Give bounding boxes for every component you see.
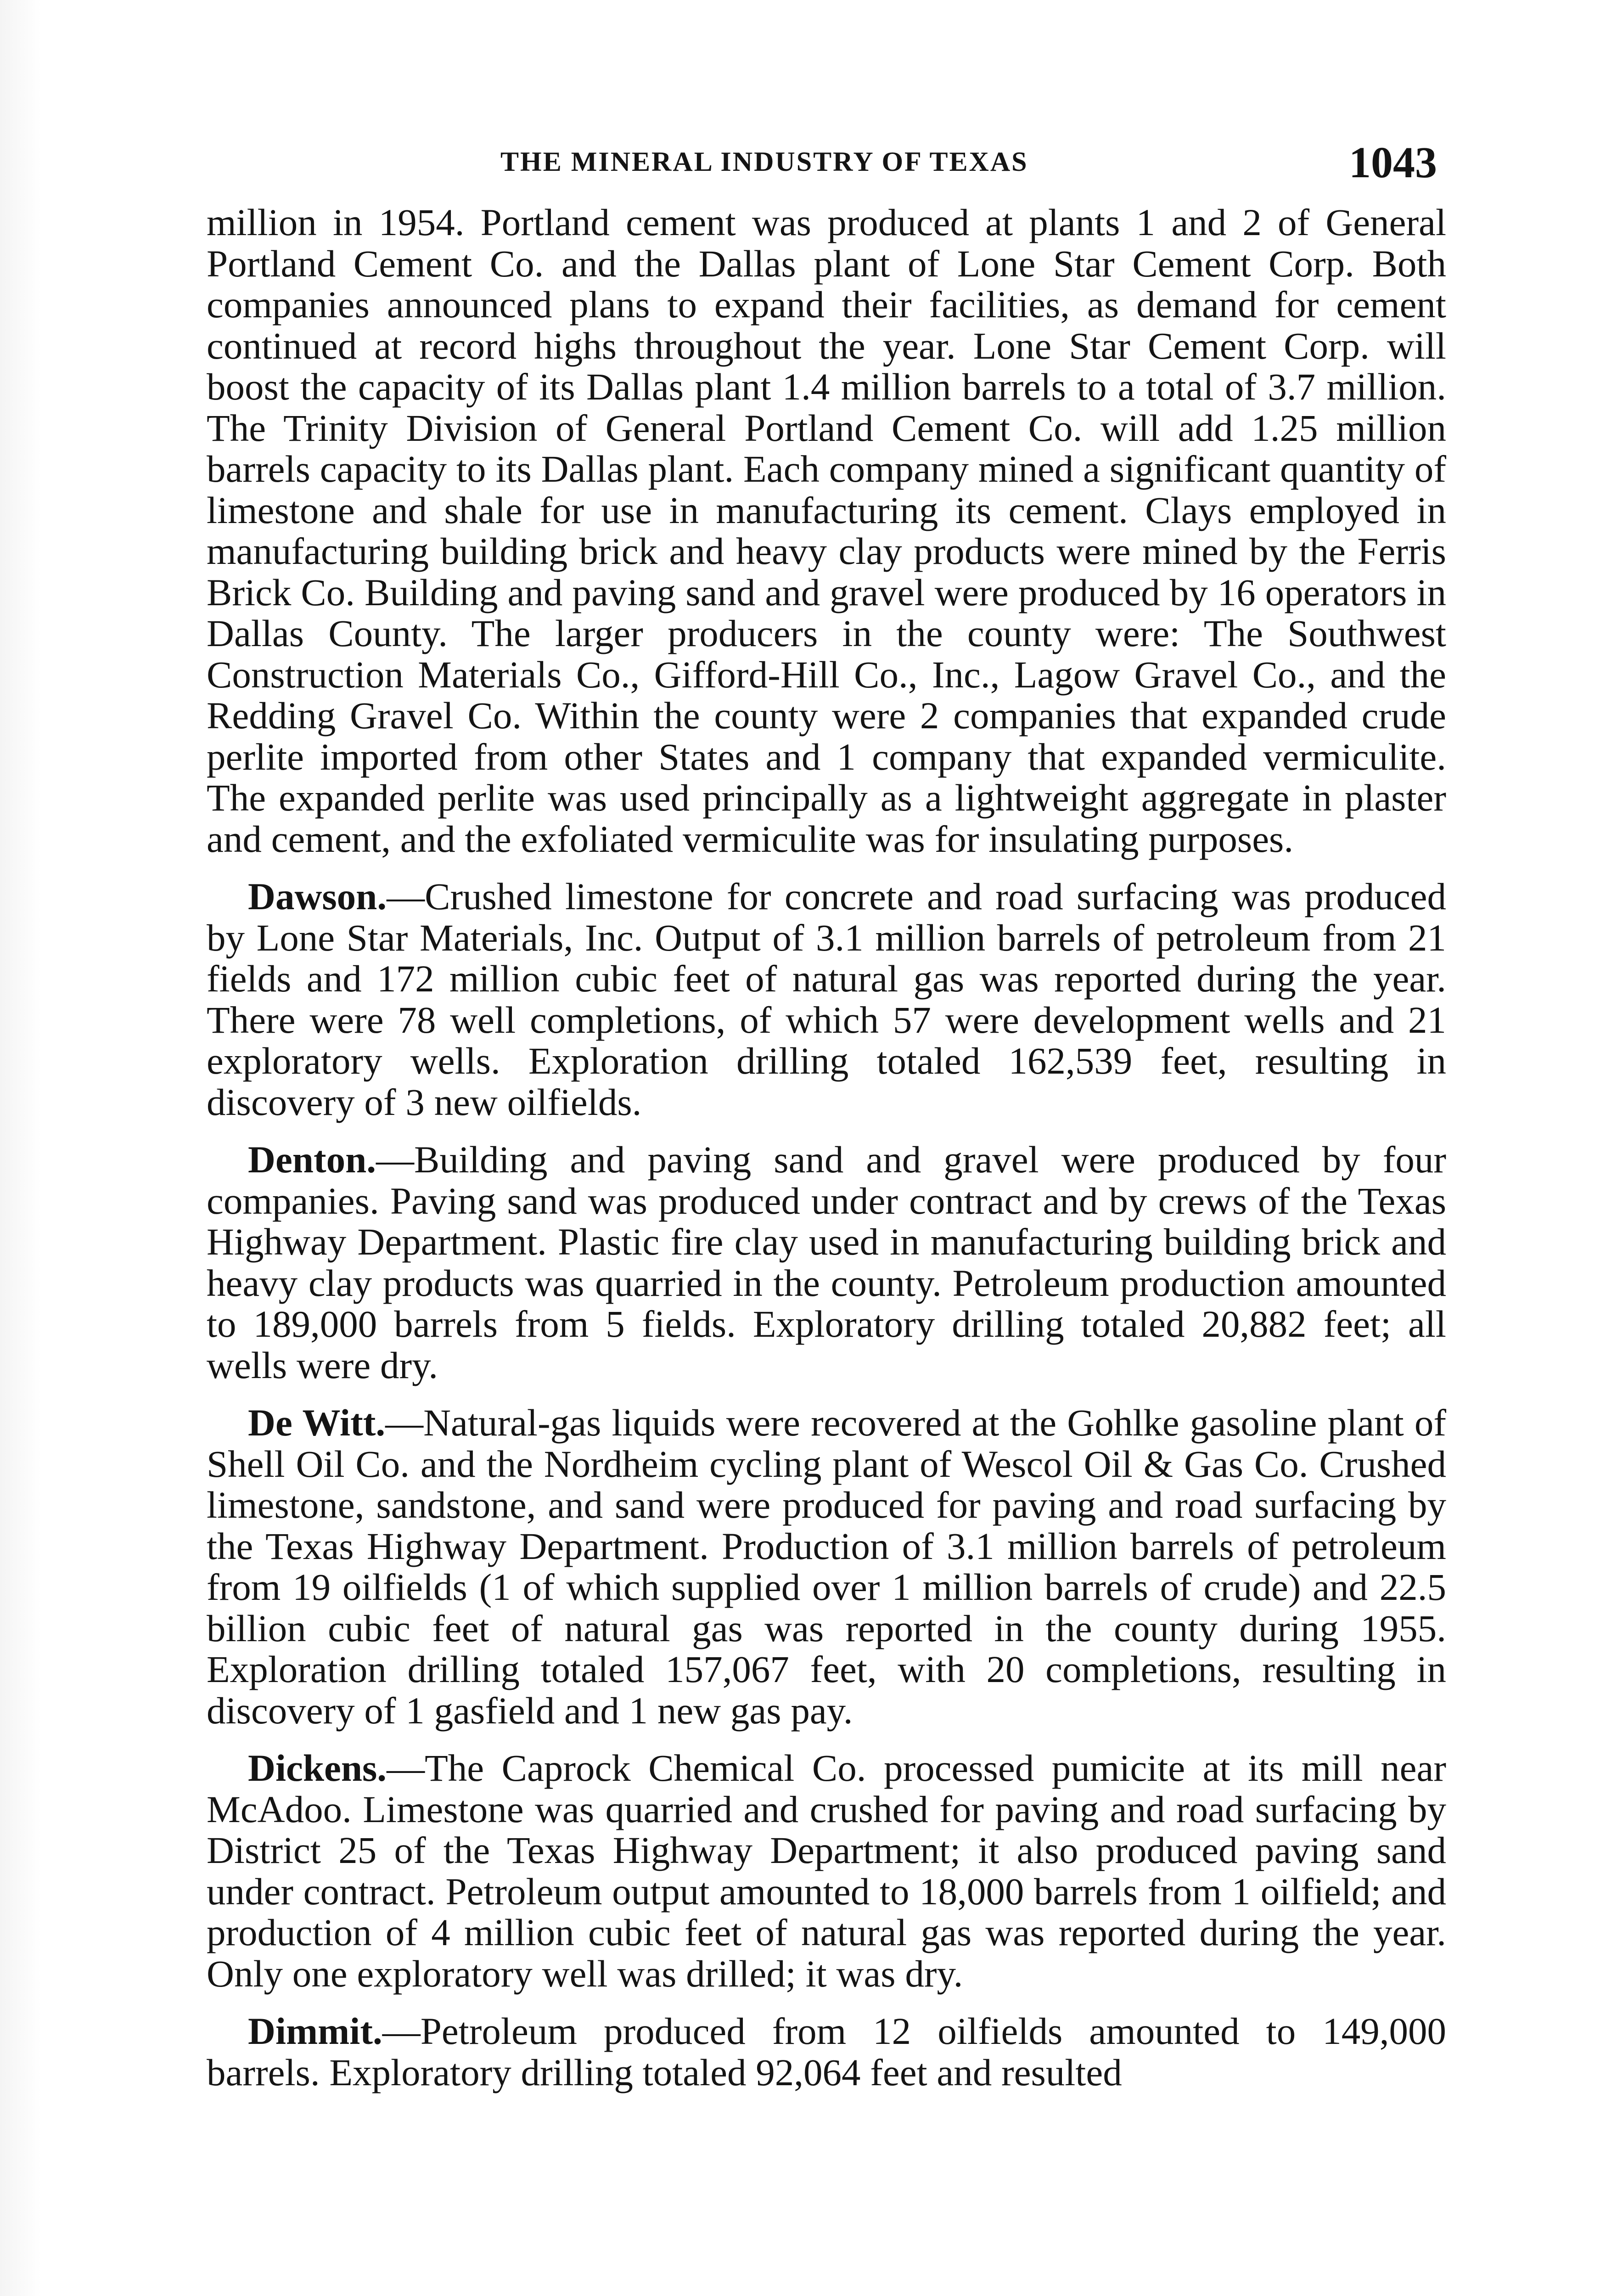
scan-edge (0, 0, 41, 2296)
county-heading-denton: Denton. (248, 1138, 376, 1181)
paragraph-denton-text: —Building and paving sand and gravel were produced by four companies. Paving sand was produced under contract and by crews of the Texas Highway Department. Plastic fire clay used in manufacturing building brick and heavy clay products was quarried in the county. Petroleum production amounted to 189,000 barrels from 5 fields. Exploratory drilling totaled 20,882 feet; all wells were dry. (207, 1138, 1446, 1386)
paragraph-dawson (207, 876, 1446, 1123)
page-number: 1043 (1349, 138, 1437, 187)
county-heading-dickens: Dickens. (248, 1747, 387, 1789)
paragraph-dallas-continued: million in 1954. Portland cement was produced at plants 1 and 2 of General Portland Cement Co. and the Dallas plant of Lone Star Cement Corp. Both companies announced plans to expand their facilities, as demand for cement continued at record highs throughout the year. Lone Star Cement Corp. will boost the capacity of its Dallas plant 1.4 million barrels to a total of 3.7 million. The Trinity Division of General Portland Cement Co. will add 1.25 million barrels capacity to its Dallas plant. Each company mined a significant quantity of limestone and shale for use in manufacturing its cement. Clays employed in manufacturing building brick and heavy clay products were mined by the Ferris Brick Co. Building and paving sand and gravel were produced by 16 operators in Dallas County. The larger producers in the county were: The Southwest Construction Materials Co., Gifford-Hill Co., Inc., Lagow Gravel Co., and the Redding Gravel Co. Within the county were 2 companies that expanded crude perlite imported from other States and 1 company that expanded vermiculite. The expanded perlite was used principally as a lightweight aggregate in plaster and cement, and the exfoliated vermiculite was for insulating purposes. (207, 201, 1446, 860)
paragraph-denton (207, 1139, 1446, 1386)
county-heading-de-witt: De Witt. (248, 1401, 386, 1444)
paragraph-dickens-text: —The Caprock Chemical Co. processed pumicite at its mill near McAdoo. Limestone was quarried and crushed for paving and road surfacing by District 25 of the Texas Highway Department; it also produced paving sand under contract. Petroleum output amounted to 18,000 barrels from 1 oilfield; and production of 4 million cubic feet of natural gas was reported during the year. Only one exploratory well was drilled; it was dry. (207, 1747, 1446, 1995)
page-header (207, 134, 1442, 185)
county-heading-dawson: Dawson. (248, 875, 387, 917)
paragraph-dimmit (207, 2011, 1446, 2093)
body-text (207, 202, 1446, 2093)
running-title: THE MINERAL INDUSTRY OF TEXAS (500, 146, 1028, 177)
paragraph-de-witt-text: —Natural-gas liquids were recovered at the Gohlke gasoline plant of Shell Oil Co. and the Nordheim cycling plant of Wescol Oil & Gas Co. Crushed limestone, sandstone, and sand were produced for paving and road surfacing by the Texas Highway Department. Production of 3.1 million barrels of petroleum from 19 oilfields (1 of which supplied over 1 million barrels of crude) and 22.5 billion cubic feet of natural gas was reported in the county during 1955. Exploration drilling totaled 157,067 feet, with 20 completions, resulting in discovery of 1 gasfield and 1 new gas pay. (207, 1401, 1447, 1732)
county-heading-dimmit: Dimmit. (248, 2010, 382, 2052)
paragraph-dawson-text: —Crushed limestone for concrete and road surfacing was produced by Lone Star Materials, Inc. Output of 3.1 million barrels of petroleum from 21 fields and 172 million cubic feet of natural gas was reported during the year. There were 78 well completions, of which 57 were development wells and 21 exploratory wells. Exploration drilling totaled 162,539 feet, resulting in discovery of 3 new oilfields. (207, 875, 1446, 1123)
paragraph-de-witt (207, 1402, 1446, 1731)
paragraph-dickens (207, 1748, 1446, 1994)
paragraph-dimmit-text: —Petroleum produced from 12 oilfields amounted to 149,000 barrels. Exploratory drilling totaled 92,064 feet and resulted (207, 2010, 1446, 2093)
